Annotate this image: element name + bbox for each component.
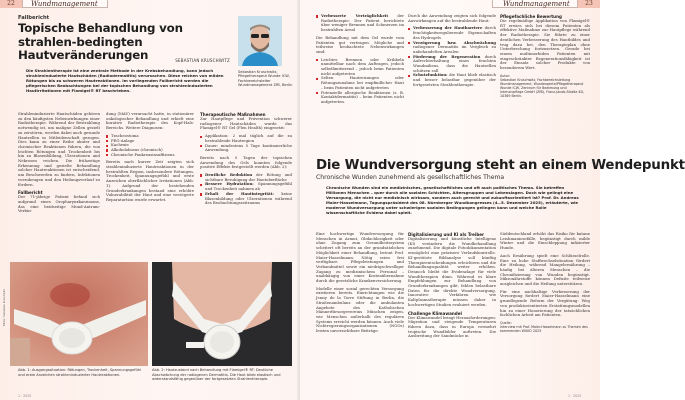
figure-2-caption: Abb. 2: Hautzustand nach Behandlung mit Flamigel® RT: Deutliche Abschwächung der radiogenen Dermatitis. Die Haut blieb elastisch und widerstandsfähig gegenüber der fortgesetzten Strahlentherapie. <box>152 368 281 381</box>
article2-title: Die Wundversorgung steht an einem Wendepunkt <box>316 158 685 173</box>
right-column-3 <box>500 14 590 98</box>
article-title: Topische Behandlung von strahlen-bedingten Hautveränderungen <box>18 21 183 62</box>
figure-2-image <box>152 262 292 366</box>
list-item-text: die Haut blieb elastisch und besser belastbar gegenüber der fortgesetzten Strahlentherapie. <box>413 72 496 87</box>
section-header-right: Wundmanagement <box>492 0 578 8</box>
body-paragraph: dung (MAV) verursacht hatte, in stationärer onkologischer Behandlung und erhielt eine kurative Radiotherapie des Kopf-Hals-Bereichs. Weitere Diagnosen: <box>106 111 194 131</box>
list-item-text: der Radiotherapie: Der Patient berichtete über weniger Brennen und Schmerzen im bestrahlten Areal <box>321 13 404 33</box>
right-column-2 <box>408 14 496 91</box>
list-item: Leichtes Brennen oder Kribbeln unmittelbar nach dem Auftragen, jedoch selbstlimitierend – jedoch beim Patienten nicht aufgetreten <box>316 58 404 77</box>
diagnoses-list <box>106 134 194 158</box>
list-item: Applikation: 2 mal täglich auf die zu bestrahlende Hautregion <box>200 134 292 143</box>
author-info: Sebastian Kruschwitz, Fachbereichsleitung Wundmanagement, Wundexperte/Pflegetherapeut Wunde ICW, Zentrum für Beatmung und Intensivpflege GmbH (ZfB), Franz-Jacob-Straße 4D, 10369 Berlin. <box>500 77 585 99</box>
body-paragraph: Strahleninduzierte Hautschäden gehören zu den häufigsten Nebenwirkungen einer Radiotherapie. Während der Bestrahlung notwendig ist, um maligne Zellen gezielt zu zerstören, werden dabei auch gesunde Hautzellen in Mitleidenschaft gezogen. Dies kann zu einer Reihe akuter und chronischer Reaktionen führen, die von leichten Rötungen und Trockenheit bis hin zu Blasenbildung, Ulzerationen und Nekrosen reichen. Die frühzeitige Erkennung und gezielte Behandlung solcher Hautreaktionen ist entscheidend, um Beschwerden zu lindern, Infektionen vorzubeugen und den Heilungsverlauf zu fördern. <box>18 111 100 187</box>
left-column-3 <box>200 112 292 209</box>
body-paragraph: Durch die Anwendung zeigten sich folgende Auswirkungen auf die bestrahlende Haut: <box>408 13 496 23</box>
body-paragraph: Die Behandlung mit dem Gel wurde vom Patienten gut vertragen. Mögliche und teilweise beobachtete Nebenwirkungen sind: <box>316 34 404 54</box>
article2-subtitle: Chronische Wunden zunehmend als gesellschaftliches Thema <box>316 174 505 181</box>
side-effects-list <box>316 58 404 105</box>
list-item <box>408 26 496 40</box>
list-item-text: keine Blasenbildung oder Ulzerationen während des Beobachtungszeitraums <box>205 190 292 206</box>
list-item <box>408 41 496 55</box>
photo-credit: Bilder: Sebastian Kruschwitz <box>3 289 6 326</box>
body-paragraph: Zur Hautpflege und Prävention schwerer radiogener Hautschäden wurde das Flamigel® RT Gel (Flen Health) eingesetzt: <box>200 116 292 131</box>
list-item: Alkoholabusus (chronisch) <box>106 148 194 153</box>
list-item <box>408 73 496 87</box>
body-paragraph: Digitalisierung und künstliche Intelligenz (KI) verändern die Wundbehandlung zunehmend. Die digitale Fotodokumentation ermöglicht eine präzisere Verlaufskontrolle. KI-gestützte Bildanalyse soll künftig Therapieentscheidungen erleichtern und die Behandlungsqualität weiter erhöhen. Dennoch bleibt die Evidenzlage für viele Wundtherapien dünn. Während es klare Empfehlungen zur Behandlung von Grunderkrankungen gibt, fehlen belastbare Daten für die direkte Wundversorgung. Innovative Verfahren wie Kaltplasmatherapie müssen daher in hochwertigen Studien evaluiert werden. <box>408 236 496 307</box>
body-paragraph: Süddeutschland erhöht das Risiko für kutane Leishmaniosefälle, begünstigt durch milde Winter und die Einschleppung infizierter Hunde. <box>500 231 590 251</box>
article2-lead: Chronische Wunden sind ein medizinisches, gesellschaftliches und oft auch politisches Thema. Sie betreffen Millionen Menschen – quer durch alle sozialen Schichten, Altersgruppen und Lebenslagen. Doch wie gelingt eine Versorgung, die nicht nur medizinisch wirksam, sondern auch gerecht und zukunftsorientiert ist? Prof. Dr. Andreas Maier-Hasselmann, Tagungspräsident des 08. Nürnberger Wundkongresses (4.–5. Dezember 2025), erläuterte, wie moderne Wundversorgung unter schwierigen sozialen Bedingungen gelingen kann und welche Rolle wissenschaftliche Evidenz dabei spielt. <box>326 185 579 215</box>
list-item-text: durch Aufrechterhaltung eines feuchten Wundmilieus, dass die Hautzellen schützen soll <box>413 53 497 73</box>
list-item: Selten Hautreizungen oder Rötungszunahme bei empfindlicher Haut – beim Patienten nicht aufgetreten <box>316 76 404 90</box>
list-item: PEG-Anlage <box>106 139 194 144</box>
list-item-bold: Förderung der Regeneration <box>413 53 481 59</box>
list-item-text: durch feuchtigkeitsregulierende Eigenschaften des Hydrogels <box>413 25 496 40</box>
list-item: Tracheostoma <box>106 134 194 139</box>
list-item <box>200 192 292 206</box>
left-column-1 <box>18 112 100 217</box>
body-paragraph: Der 71-jährige Patient befand sich aufgrund eines Oropharynxkarzinoms, das eine beidseitige Mund-Antrum-Verbin- <box>18 194 100 214</box>
source-label: Quelle: <box>500 320 512 325</box>
list-item-text: radiogener Dermatitis im Vergleich zu unbehandelten Arealen <box>413 44 496 54</box>
list-item-bold: Schutzfunktion: <box>413 72 448 78</box>
measures-list <box>200 134 292 153</box>
figure-1-caption: Abb. 1: Ausgangssituation: Rötungen, Trockenheit, Spannungsgefühl und erste Anzeichen strahleninduzierter Hautreaktionen. <box>18 368 142 377</box>
body-paragraph: Modelle einer sozial gerechten Versorgung existieren bereits. Einrichtungen wie die Jenny de la Torre Stiftung in Berlin, die Straßenambulanz oder die ambulanten Angebote des Katholischen Männerfürsorgevereins München zeigen, wie Menschen außerhalb des regulären Systems erreicht werden können. Auch viele Nichtregierungsorganisationen (NGOs) leisten unverzichtbare Beiträge. <box>316 285 404 334</box>
subheading-evaluation: Pflegefachliche Bewertung <box>500 14 562 19</box>
left-column-2 <box>106 112 194 206</box>
figure-1-photo <box>10 262 148 366</box>
effects-list <box>200 173 292 206</box>
author-portrait <box>238 16 282 66</box>
page-number-right: 23 <box>578 0 600 8</box>
source-text: Interview mit Prof. Maier-Hasselmann zu Themen des kommenden WUKO 2025 <box>500 325 588 334</box>
body-paragraph: Eine hochwertige Wundversorgung für Menschen in Armut, Obdachlosigkeit oder ohne Zugang zum Gesundheitssystem scheitert oft bereits an der grundsätzlichen Möglichkeit einer Behandlung, betont Prof. Maier-Hasselmann. Nötig seien frei verfügbare Pflegeleistungen und Verbandmittel sowie ein niedrigschwelliger Zugang zu medizinischem Personal – unabhängig von einer Kostenübernahme durch die gesetzliche Krankenversicherung. <box>316 231 404 284</box>
footer-issue-left: 1 · 2025 <box>18 394 32 398</box>
list-item: Potenzielle allergische Reaktionen (z. B. Kontaktdermatitis) – beim Patienten nicht aufgetreten. <box>316 91 404 105</box>
list-item-text: Spannungsgefühl und Trockenheit nahmen ab <box>205 181 292 192</box>
list-item-text: der Rötung und sichtbare Beruhigung der Hautoberfläche <box>205 172 292 182</box>
list-item-bold: Verbesserung der Hautbarriere <box>413 25 483 31</box>
list-item-bold: Bessere Hydratation: <box>205 181 254 187</box>
list-item-bold: Deutliche Reduktion <box>205 172 253 178</box>
left-page <box>0 0 300 400</box>
portrait-image <box>238 16 282 66</box>
article-lead: Die Strahlentherapie ist eine zentrale Methode in der Krebsbehandlung, kann jedoch strahleninduzierte Hautschäden (Radiodermatitis) verursachen. Diese reichen von milden Rötungen bis zu schweren Hautreaktionen. Im vorliegenden Fallbericht werden die pflegerischen Beobachtungen bei der topischen Behandlung von strahleninduzierten Hautirritationen mit Flamigel® RT beschrieben. <box>26 68 224 93</box>
body-paragraph: Bereits nach 5 Tagen der topischen Anwendung des Gels konnten folgende positive Effekte festgestellt werden (Abb. 2): <box>200 154 292 170</box>
list-item <box>408 55 496 74</box>
body-paragraph: Der Klimawandel bringt Herausforderungen: Migration und steigende Temperaturen führen dazu, dass in Europa vermehrt tropische Wundbilder auftreten. Die Ausbreitung der Sandmücke in <box>408 314 496 339</box>
outcomes-list <box>408 26 496 87</box>
page-number-left: 22 <box>0 0 22 8</box>
figure-2-photo <box>152 262 292 366</box>
list-item-bold: Verzögerung bzw. Abschwächung <box>413 39 496 45</box>
section-header-left: Wundmanagement <box>22 0 108 8</box>
subheading-measures: Therapeutische Maßnahmen <box>200 112 266 117</box>
article-author: SEBASTIAN KRUSCHWITZ <box>175 58 230 63</box>
subheading-digital: Digitalisierung und KI als Treiber <box>408 232 485 237</box>
list-item <box>316 14 404 33</box>
list-item: Chronische Pankreasinsuffizienz. <box>106 153 194 158</box>
subheading-climate: Challenge Klimawandel <box>408 310 462 316</box>
subheading-case: Fallbericht <box>18 190 43 196</box>
article2-column-1 <box>316 232 404 337</box>
right-page <box>300 0 685 400</box>
body-paragraph: Bereits nach kurzer Zeit zeigten sich strahleninduzierte Hautreaktionen in der bestrahlten Region, insbesondere Rötungen, Trockenheit, Spannungsgefühl und erste Anzeichen oberflächlicher Irritationen (Abb. 1). Aufgrund der bestehenden Grunderkrankungen bestand eine erhöhte Vulnerabilität der Haut und eine verzögerte Reparaturtion wurde erwartet. <box>106 159 194 202</box>
figure-1-image <box>10 262 148 366</box>
list-item-bold: Verbesserte Verträglichkeit <box>321 13 389 18</box>
body-paragraph: Auch Ernährung spielt eine Schlüsselrolle. Eine zu hohe Stoffwechselsituation fördert die Heilung, während Mangelernährung – häufig bei älteren Menschen – die Chronifizierung von Wunden begünstigt. Mikronährstoffe können Defizite teilweise ausgleichen und die Heilung unterstützen. <box>500 252 590 287</box>
effects-list-cont <box>316 14 404 33</box>
portrait-caption: Sebastian Kruschwitz, Pflegetherapeut Wunde ICW, Fachbereichsleiter Wundmanagement ZfB, Berlin <box>238 70 293 88</box>
article2-column-2 <box>408 232 496 342</box>
right-column-1 <box>316 14 404 108</box>
list-item: Dauer: mindestens 5 Tage kontinuierliche Anwendung. <box>200 144 292 153</box>
author-label: Autor: <box>500 73 511 78</box>
list-item-bold: Erhalt der Hautintegrität: <box>205 190 274 196</box>
article2-column-3 <box>500 232 590 333</box>
list-item: Kachexie <box>106 143 194 148</box>
footer-issue-right: 1 · 2025 <box>568 394 582 398</box>
article-kicker: Fallbericht <box>18 15 50 21</box>
body-paragraph: Für eine nachhaltige Verbesserung der Versorgung fordert Maier-Hasselmann eine grundlegende Reform der Vergütung: Weg von produktorientierten Erstattungsmodellen hin zu einer Honorierung der tatsächlichen fachlichen Arbeit am Patienten. <box>500 288 590 318</box>
body-paragraph: Die regelmäßige Applikation von Flamigel® RT erwies sich bei diesem Patienten als effektive Maßnahme zur Hautpflege während der Radiotherapie. Sie führte zu einer deutlichen Verbesserung des Hautbildes und trug dazu bei, den Therapieplan ohne Unterbrechung fortzusetzen. Gerade bei einem multimorbiden Patienten mit eingeschränkter Regenerationsfähigkeit ist der Einsatz solcher Produkte von besonderem Wert. <box>500 18 590 71</box>
